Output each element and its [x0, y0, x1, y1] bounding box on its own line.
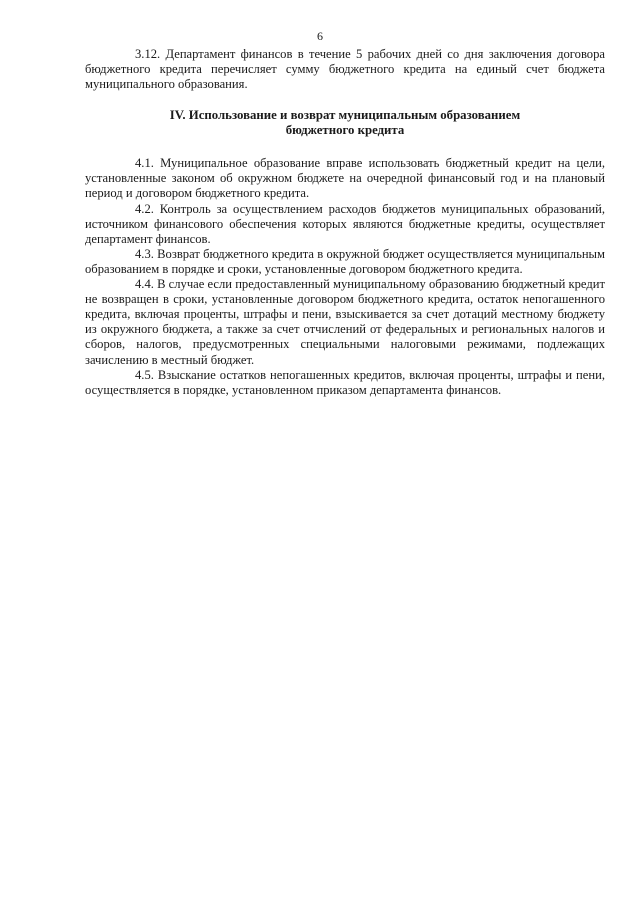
section-heading-line-1: IV. Использование и возврат муниципальным образованием: [169, 108, 521, 123]
section-heading-line-2: бюджетного кредита: [285, 123, 405, 138]
section-heading: [85, 108, 605, 138]
page-number: 6: [317, 29, 323, 43]
paragraph-4-3: 4.3. Возврат бюджетного кредита в окружной бюджет осуществляется муниципальным образованием в порядке и сроки, установленные договором бюджетного кредита.: [85, 246, 605, 276]
paragraph-4-1: 4.1. Муниципальное образование вправе использовать бюджетный кредит на цели, установленные законом об окружном бюджете на очередной финансовый год и на плановый период и договором бюджетного кредита.: [85, 156, 605, 201]
paragraph-4-5: 4.5. Взыскание остатков непогашенных кредитов, включая проценты, штрафы и пени, осуществляется в порядке, установленном приказом департамента финансов.: [85, 367, 605, 397]
document-body: [85, 47, 605, 398]
paragraph-3-12: 3.12. Департамент финансов в течение 5 рабочих дней со дня заключения договора бюджетного кредита перечисляет сумму бюджетного кредита на единый счет бюджета муниципального образования.: [85, 47, 605, 92]
paragraph-4-4: 4.4. В случае если предоставленный муниципальному образованию бюджетный кредит не возвращен в сроки, установленные договором бюджетного кредита, остаток непогашенного кредита, включая проценты, штрафы и пени, взыскивается за счет дотаций местному бюджету из окружного бюджета, а также за счет отчислений от федеральных и региональных налогов и сборов, налогов, предусмотренных специальными налоговыми режимами, подлежащих зачислению в местный бюджет.: [85, 277, 605, 367]
paragraph-4-2: 4.2. Контроль за осуществлением расходов бюджетов муниципальных образований, источником финансового обеспечения которых являются бюджетные кредиты, осуществляет департамент финансов.: [85, 201, 605, 246]
